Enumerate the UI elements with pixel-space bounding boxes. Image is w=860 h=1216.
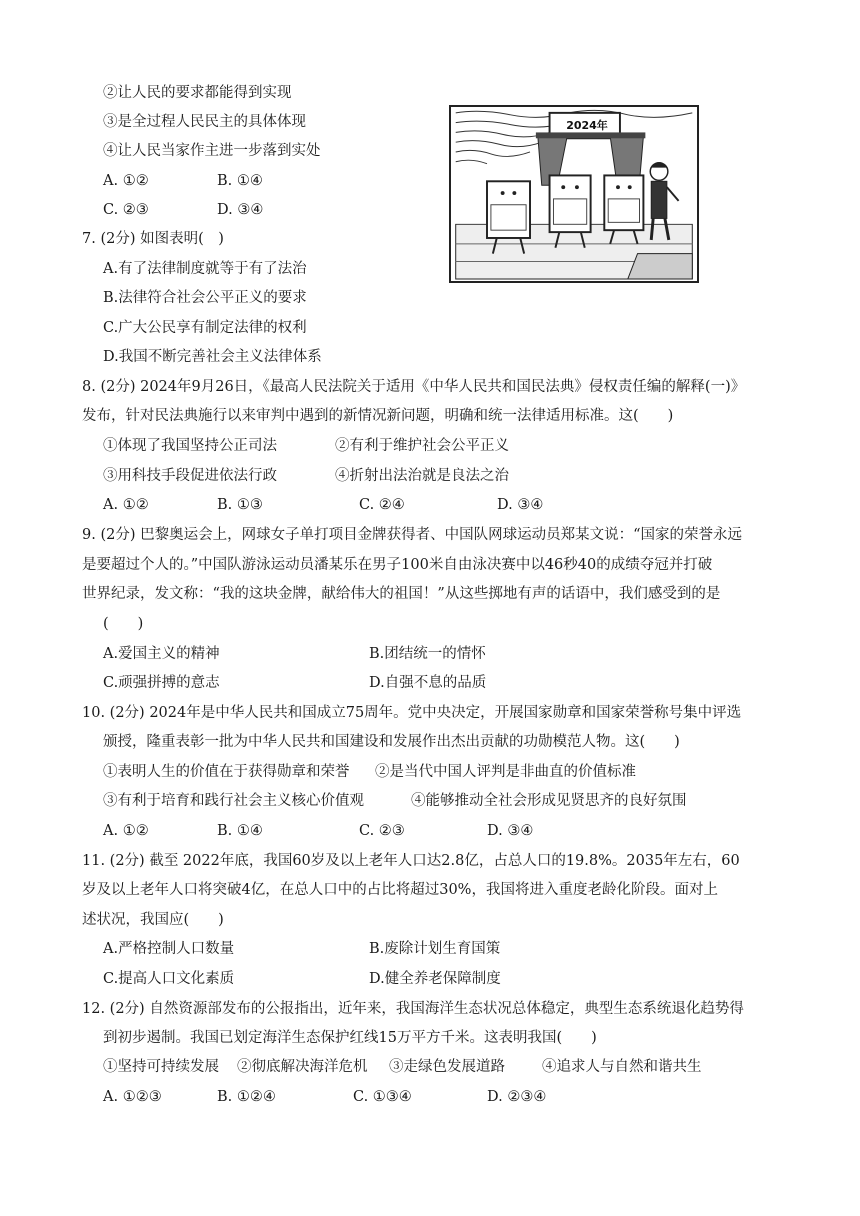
q11-choice-a: A.严格控制人口数量 — [103, 941, 235, 957]
q12-option-4: ④追求人与自然和谐共生 — [542, 1059, 702, 1075]
q9-stem-line-2: 是要超过个人的。”中国队游泳运动员潘某乐在男子100米自由泳决赛中以46秒40的成绩夺冠并打破 — [82, 557, 713, 573]
q8-option-4: ④折射出法治就是良法之治 — [335, 468, 509, 484]
q9-stem-line-4: ( ) — [103, 616, 144, 632]
q9-stem-line-1: 9. (2分) 巴黎奥运会上，网球女子单打项目金牌获得者、中国队网球运动员郑某文说：“国家的荣誉永远 — [82, 527, 743, 543]
q6-choice-c: C. ②③ — [103, 202, 149, 218]
q11-choice-c: C.提高人口文化素质 — [103, 971, 235, 987]
q10-option-4: ④能够推动全社会形成见贤思齐的良好氛围 — [411, 793, 687, 809]
q6-option-4: ④让人民当家作主进一步落到实处 — [103, 143, 321, 159]
q7-stem: 7. (2分) 如图表明( ) — [82, 231, 224, 247]
q11-choice-b: B.废除计划生育国策 — [369, 941, 501, 957]
q10-option-2: ②是当代中国人评判是非曲直的价值标准 — [375, 764, 636, 780]
q7-choice-d: D.我国不断完善社会主义法律体系 — [103, 349, 322, 365]
q10-choice-b: B. ①④ — [217, 823, 263, 839]
q11-stem-line-2: 岁及以上老年人口将突破4亿，在总人口中的占比将超过30%，我国将进入重度老龄化阶段。面对上 — [82, 882, 718, 898]
q9-choice-a: A.爱国主义的精神 — [103, 646, 220, 662]
law-books-cartoon — [449, 105, 699, 283]
q10-option-1: ①表明人生的价值在于获得勋章和荣誉 — [103, 764, 350, 780]
q6-choice-d: D. ③④ — [217, 202, 264, 218]
q6-option-3: ③是全过程人民民主的具体体现 — [103, 114, 306, 130]
q10-option-3: ③有利于培育和践行社会主义核心价值观 — [103, 793, 364, 809]
q10-stem-line-1: 10. (2分) 2024年是中华人民共和国成立75周年。党中央决定，开展国家勋章和国家荣誉称号集中评选 — [82, 705, 742, 721]
q8-choice-b: B. ①③ — [217, 497, 263, 513]
q7-choice-c: C.广大公民享有制定法律的权利 — [103, 320, 307, 336]
q9-choice-d: D.自强不息的品质 — [369, 675, 487, 691]
q12-stem-line-2: 到初步遏制。我国已划定海洋生态保护红线15万平方千米。这表明我国( ) — [103, 1030, 597, 1046]
q8-choice-c: C. ②④ — [359, 497, 405, 513]
q8-option-3: ③用科技手段促进依法行政 — [103, 468, 277, 484]
q12-stem-line-1: 12. (2分) 自然资源部发布的公报指出，近年来，我国海洋生态状况总体稳定，典型生态系统退化趋势得 — [82, 1001, 744, 1017]
q11-stem-line-3: 述状况，我国应( ) — [82, 912, 224, 928]
q7-choice-b: B.法律符合社会公平正义的要求 — [103, 290, 307, 306]
q12-choice-c: C. ①③④ — [353, 1089, 412, 1105]
q12-choice-a: A. ①②③ — [103, 1089, 162, 1105]
q8-choice-d: D. ③④ — [497, 497, 544, 513]
q12-option-1: ①坚持可持续发展 — [103, 1059, 219, 1075]
q12-option-2: ②彻底解决海洋危机 — [237, 1059, 368, 1075]
q10-stem-line-2: 颁授，隆重表彰一批为中华人民共和国建设和发展作出杰出贡献的功勋模范人物。这( ) — [103, 734, 680, 750]
q9-choice-c: C.顽强拼搏的意志 — [103, 675, 220, 691]
q7-choice-a: A.有了法律制度就等于有了法治 — [103, 261, 307, 277]
q8-stem-line-1: 8. (2分) 2024年9月26日，《最高人民法院关于适用《中华人民共和国民法典》侵权责任编的解释(一)》 — [82, 379, 746, 395]
q8-option-2: ②有利于维护社会公平正义 — [335, 438, 509, 454]
q10-choice-c: C. ②③ — [359, 823, 405, 839]
q11-choice-d: D.健全养老保障制度 — [369, 971, 501, 987]
q10-choice-a: A. ①② — [103, 823, 149, 839]
cartoon-year-banner: 2024年 — [566, 119, 608, 132]
q8-stem-line-2: 发布，针对民法典施行以来审判中遇到的新情况新问题，明确和统一法律适用标准。这( ) — [82, 408, 674, 424]
q12-choice-d: D. ②③④ — [487, 1089, 547, 1105]
cartoon-drawing — [451, 107, 697, 281]
q9-stem-line-3: 世界纪录，发文称：“我的这块金牌，献给伟大的祖国！”从这些掷地有声的话语中，我们感受到的是 — [82, 586, 721, 602]
q8-option-1: ①体现了我国坚持公正司法 — [103, 438, 277, 454]
q12-option-3: ③走绿色发展道路 — [389, 1059, 505, 1075]
q12-choice-b: B. ①②④ — [217, 1089, 276, 1105]
q6-option-2: ②让人民的要求都能得到实现 — [103, 85, 292, 101]
q8-choice-a: A. ①② — [103, 497, 149, 513]
q6-choice-b: B. ①④ — [217, 173, 263, 189]
q10-choice-d: D. ③④ — [487, 823, 534, 839]
q6-choice-a: A. ①② — [103, 173, 149, 189]
q11-stem-line-1: 11. (2分) 截至 2022年底，我国60岁及以上老年人口达2.8亿，占总人口的19.8%。2035年左右，60 — [82, 853, 740, 869]
q9-choice-b: B.团结统一的情怀 — [369, 646, 486, 662]
